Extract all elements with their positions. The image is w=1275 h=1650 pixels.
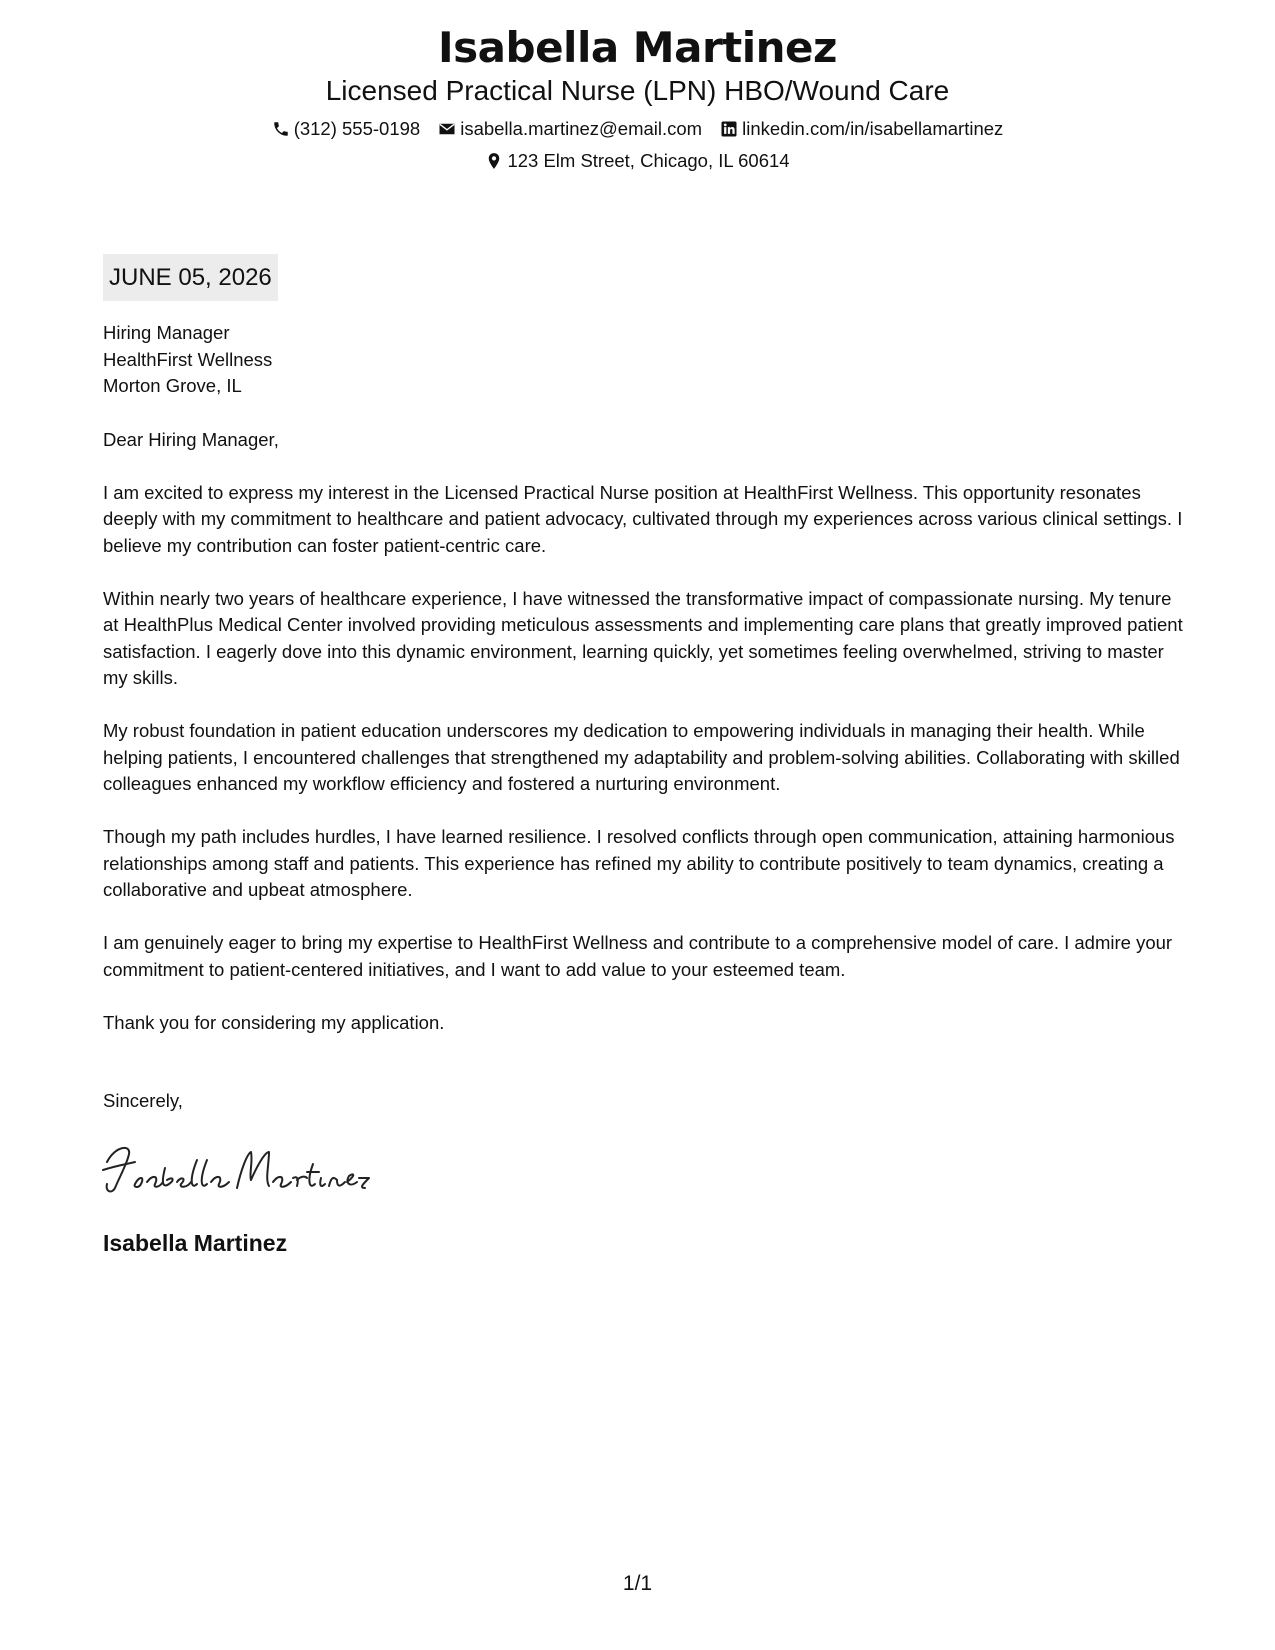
email-contact <box>438 116 702 142</box>
linkedin-icon <box>720 120 738 138</box>
paragraph: Though my path includes hurdles, I have learned resilience. I resolved conflicts through open communication, attaining harmonious relationships among staff and patients. This experience has refined my ability to contribute positively to team dynamics, creating a collaborative and upbeat atmosphere. <box>103 826 1175 900</box>
signer-name: Isabella Martinez <box>103 1230 288 1256</box>
paragraph: Thank you for considering my application. <box>103 1011 445 1033</box>
applicant-name: Isabella Martinez <box>438 23 837 72</box>
closing: Sincerely, <box>103 1090 183 1111</box>
handwritten-signature <box>101 1140 371 1198</box>
linkedin-contact <box>720 116 1003 142</box>
paragraph: I am genuinely eager to bring my expertise to HealthFirst Wellness and contribute to a comprehensive model of care. I admire your commitment to patient-centered initiatives, and I want to add value to your esteemed team. <box>103 932 1173 980</box>
phone-icon <box>272 120 290 138</box>
recipient-location: Morton Grove, IL <box>103 375 242 396</box>
recipient-title: Hiring Manager <box>103 322 230 343</box>
linkedin-link[interactable]: linkedin.com/in/isabellamartinez <box>742 118 1004 139</box>
salutation: Dear Hiring Manager, <box>103 428 279 450</box>
job-title: Licensed Practical Nurse (LPN) HBO/Wound Care <box>325 75 950 106</box>
address-text: 123 Elm Street, Chicago, IL 60614 <box>507 150 790 171</box>
page-number: 1/1 <box>622 1572 653 1595</box>
recipient-block <box>103 320 1183 400</box>
paragraph: Within nearly two years of healthcare experience, I have witnessed the transformative impact of compassionate nursing. My tenure at HealthPlus Medical Center involved providing meticulous assessments and implementing care plans that greatly improved patient satisfaction. I eagerly dove into this dynamic environment, learning quickly, yet sometimes feeling overwhelmed, striving to master my skills. <box>103 587 1183 688</box>
map-pin-icon <box>485 152 503 170</box>
phone-contact <box>272 116 421 142</box>
address-contact <box>485 148 789 174</box>
paragraph: My robust foundation in patient education underscores my dedication to empowering individuals in managing their health. While helping patients, I encountered challenges that strengthened my adaptability and problem-solving abilities. Collaborating with skilled colleagues enhanced my workflow efficiency and fostered a nurturing environment. <box>103 720 1180 794</box>
letter-body <box>103 320 1183 1115</box>
letter-header <box>0 22 1275 174</box>
paragraph: I am excited to express my interest in the Licensed Practical Nurse position at HealthFirst Wellness. This opportunity resonates deeply with my commitment to healthcare and patient advocacy, cultivated through my experiences across various clinical settings. I believe my contribution can foster patient-centric care. <box>103 481 1183 556</box>
phone-number: (312) 555-0198 <box>293 118 421 139</box>
recipient-company: HealthFirst Wellness <box>103 348 273 370</box>
contact-row <box>0 116 1275 142</box>
letter-date: JUNE 05, 2026 <box>103 254 278 301</box>
envelope-icon <box>438 120 456 138</box>
email-link[interactable]: isabella.martinez@email.com <box>460 118 703 139</box>
address-row <box>0 148 1275 174</box>
